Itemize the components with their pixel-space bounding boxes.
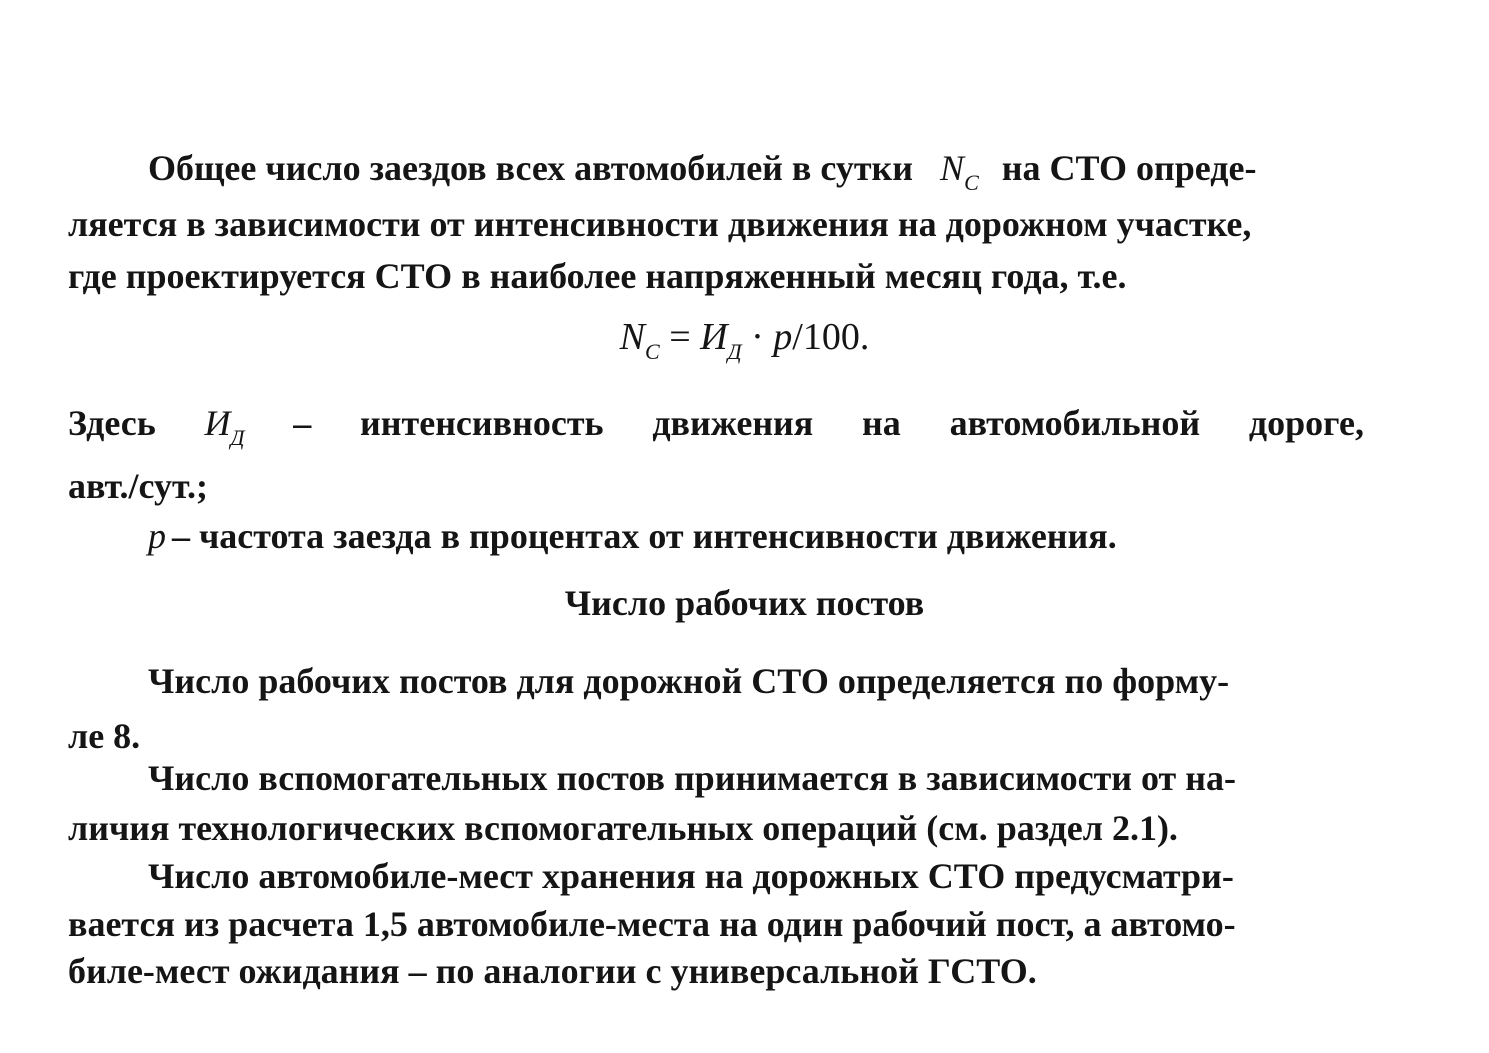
paragraph1-line2: ляется в зависимости от интенсивности движения на дорожном участке, [68,204,1252,244]
definition-i-unit: авт./сут.; [68,466,208,506]
paragraph2-line2: ле 8. [68,716,141,756]
text-span: Общее число заездов всех автомобилей в сутки [148,148,914,188]
formula-n-sub: C [645,339,660,364]
paragraph3-line1: Число вспомогательных постов принимается в зависимости от на- [148,758,1236,798]
formula-i-sub: Д [727,339,742,364]
symbol-nc [940,148,979,195]
paragraph1-line3: где проектируется СТО в наиболее напряженный месяц года, т.е. [68,256,1127,296]
paragraph4-line1: Число автомобиле-мест хранения на дорожных СТО предусматри- [148,856,1234,896]
formula-n: N [619,316,646,358]
paragraph2-line1: Число рабочих постов для дорожной СТО определяется по форму- [148,661,1230,701]
definition-p-desc: – частота заезда в процентах от интенсивности движения. [172,516,1117,556]
symbol-i: И [204,403,231,443]
definition-word: интенсивность [360,403,604,443]
definition-word: – [293,403,312,443]
section-heading: Число рабочих постов [564,583,925,623]
text-span: на СТО опреде- [1001,148,1257,188]
definition-word: автомобильной [949,403,1201,443]
formula-i: И [700,316,728,358]
formula [0,316,1489,364]
formula-p: p [773,316,793,358]
formula-equals: = [669,316,691,358]
definition-p-line [148,518,1117,554]
definition-i-symbol [204,403,245,450]
formula-dot: · [751,316,764,358]
definition-p-symbol: p [148,516,166,556]
formula-rest: /100. [792,316,870,358]
symbol-n: N [940,148,965,188]
definition-word: на [862,403,901,443]
paragraph4-line3: биле-мест ожидания – по аналогии с универсальной ГСТО. [68,951,1037,991]
symbol-n-sub: C [964,170,979,195]
paragraph3-line2: личия технологических вспомогательных операций (см. раздел 2.1). [68,808,1178,848]
symbol-i-sub: Д [230,425,245,450]
definition-word: движения [652,403,814,443]
paragraph1-line1 [148,148,1257,195]
paragraph4-line2: вается из расчета 1,5 автомобиле-места на один рабочий пост, а автомо- [68,904,1236,944]
definition-word: дороге, [1248,403,1364,443]
definition-i-line [68,403,1364,450]
definition-here: Здесь [68,403,156,443]
